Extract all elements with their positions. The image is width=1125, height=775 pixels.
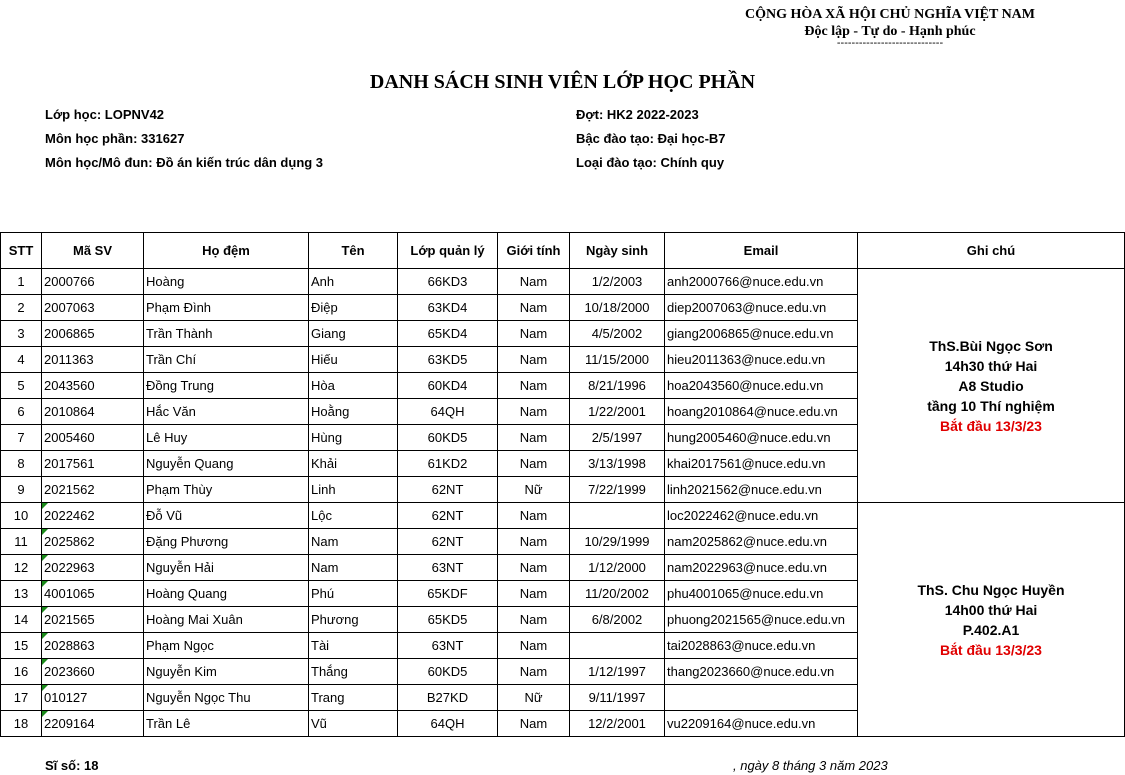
cell-ma-sv: 2209164	[42, 711, 144, 737]
cell-email: hung2005460@nuce.edu.vn	[665, 425, 858, 451]
cell-ngay-sinh: 10/29/1999	[570, 529, 665, 555]
cell-ngay-sinh: 1/12/1997	[570, 659, 665, 685]
note-start-date: Bắt đầu 13/3/23	[940, 641, 1042, 658]
cell-ho-dem: Hoàng Quang	[144, 581, 309, 607]
cell-lop-quan-ly: 61KD2	[398, 451, 498, 477]
cell-ngay-sinh: 8/21/1996	[570, 373, 665, 399]
cell-gioi-tinh: Nam	[498, 295, 570, 321]
cell-ten: Tài	[309, 633, 398, 659]
cell-gioi-tinh: Nữ	[498, 685, 570, 711]
cell-ho-dem: Trần Thành	[144, 321, 309, 347]
cell-gioi-tinh: Nam	[498, 269, 570, 295]
cell-email: phu4001065@nuce.edu.vn	[665, 581, 858, 607]
cell-email	[665, 685, 858, 711]
cell-lop-quan-ly: 62NT	[398, 477, 498, 503]
document-title: DANH SÁCH SINH VIÊN LỚP HỌC PHẦN	[369, 71, 756, 93]
note-line: A8 Studio	[958, 377, 1024, 394]
cell-email: thang2023660@nuce.edu.vn	[665, 659, 858, 685]
cell-ngay-sinh: 3/13/1998	[570, 451, 665, 477]
cell-ho-dem: Đồng Trung	[144, 373, 309, 399]
cell-lop-quan-ly: 63NT	[398, 555, 498, 581]
cell-ho-dem: Trần Chí	[144, 347, 309, 373]
cell-email: hoa2043560@nuce.edu.vn	[665, 373, 858, 399]
cell-email: nam2025862@nuce.edu.vn	[665, 529, 858, 555]
cell-ngay-sinh: 12/2/2001	[570, 711, 665, 737]
cell-ho-dem: Đỗ Vũ	[144, 503, 309, 529]
cell-stt: 2	[1, 295, 42, 321]
cell-lop-quan-ly: B27KD	[398, 685, 498, 711]
cell-ten: Điệp	[309, 295, 398, 321]
header-email: Email	[665, 233, 858, 269]
header-lop-quan-ly: Lớp quản lý	[398, 233, 498, 269]
table-header-row	[1, 233, 1125, 269]
cell-lop-quan-ly: 64QH	[398, 399, 498, 425]
header-ghi-chu: Ghi chú	[858, 233, 1125, 269]
cell-stt: 18	[1, 711, 42, 737]
cell-ten: Lộc	[309, 503, 398, 529]
info-bac-dao-tao: Bậc đào tạo: Đại học-B7	[576, 131, 726, 146]
cell-gioi-tinh: Nam	[498, 373, 570, 399]
header-ma-sv: Mã SV	[42, 233, 144, 269]
cell-email: giang2006865@nuce.edu.vn	[665, 321, 858, 347]
cell-gioi-tinh: Nam	[498, 581, 570, 607]
cell-stt: 6	[1, 399, 42, 425]
cell-email: nam2022963@nuce.edu.vn	[665, 555, 858, 581]
cell-ho-dem: Nguyễn Quang	[144, 451, 309, 477]
cell-stt: 10	[1, 503, 42, 529]
header-ho-dem: Họ đệm	[144, 233, 309, 269]
cell-ten: Hòa	[309, 373, 398, 399]
cell-ngay-sinh: 1/2/2003	[570, 269, 665, 295]
info-dot: Đợt: HK2 2022-2023	[576, 107, 699, 122]
cell-gioi-tinh: Nam	[498, 503, 570, 529]
signing-date: , ngày 8 tháng 3 năm 2023	[733, 758, 888, 773]
cell-ngay-sinh: 2/5/1997	[570, 425, 665, 451]
cell-ngay-sinh: 9/11/1997	[570, 685, 665, 711]
cell-lop-quan-ly: 64QH	[398, 711, 498, 737]
cell-gioi-tinh: Nam	[498, 529, 570, 555]
cell-ten: Hiếu	[309, 347, 398, 373]
cell-ten: Nam	[309, 529, 398, 555]
note-line: ThS.Bùi Ngọc Sơn	[929, 337, 1053, 354]
republic-heading: CỘNG HÒA XÃ HỘI CHỦ NGHĨA VIỆT NAM	[744, 7, 1035, 22]
cell-gioi-tinh: Nam	[498, 425, 570, 451]
cell-stt: 14	[1, 607, 42, 633]
cell-ma-sv: 010127	[42, 685, 144, 711]
cell-gioi-tinh: Nam	[498, 607, 570, 633]
cell-stt: 7	[1, 425, 42, 451]
cell-ten: Vũ	[309, 711, 398, 737]
cell-ngay-sinh	[570, 633, 665, 659]
cell-email: loc2022462@nuce.edu.vn	[665, 503, 858, 529]
cell-ten: Hoằng	[309, 399, 398, 425]
cell-ma-sv: 2000766	[42, 269, 144, 295]
cell-ma-sv: 2043560	[42, 373, 144, 399]
cell-stt: 8	[1, 451, 42, 477]
cell-lop-quan-ly: 63NT	[398, 633, 498, 659]
cell-ho-dem: Hoàng	[144, 269, 309, 295]
cell-ngay-sinh: 10/18/2000	[570, 295, 665, 321]
cell-lop-quan-ly: 62NT	[398, 529, 498, 555]
cell-stt: 12	[1, 555, 42, 581]
cell-lop-quan-ly: 60KD5	[398, 425, 498, 451]
table-row	[1, 503, 1125, 529]
cell-email: hieu2011363@nuce.edu.vn	[665, 347, 858, 373]
cell-ho-dem: Hoàng Mai Xuân	[144, 607, 309, 633]
cell-gioi-tinh: Nam	[498, 633, 570, 659]
cell-ma-sv: 2011363	[42, 347, 144, 373]
cell-ho-dem: Phạm Thùy	[144, 477, 309, 503]
cell-stt: 9	[1, 477, 42, 503]
cell-ngay-sinh: 1/22/2001	[570, 399, 665, 425]
cell-ho-dem: Nguyễn Hải	[144, 555, 309, 581]
cell-ma-sv: 2005460	[42, 425, 144, 451]
cell-ma-sv: 2028863	[42, 633, 144, 659]
cell-ten: Nam	[309, 555, 398, 581]
group-note-son	[858, 269, 1125, 503]
header-gioi-tinh: Giới tính	[498, 233, 570, 269]
cell-email: linh2021562@nuce.edu.vn	[665, 477, 858, 503]
cell-ten: Giang	[309, 321, 398, 347]
cell-gioi-tinh: Nữ	[498, 477, 570, 503]
cell-ngay-sinh: 11/20/2002	[570, 581, 665, 607]
cell-ngay-sinh: 4/5/2002	[570, 321, 665, 347]
cell-stt: 17	[1, 685, 42, 711]
info-lop-hoc: Lớp học: LOPNV42	[45, 107, 165, 122]
cell-stt: 1	[1, 269, 42, 295]
info-loai-dao-tao: Loại đào tạo: Chính quy	[576, 155, 725, 170]
cell-email: diep2007063@nuce.edu.vn	[665, 295, 858, 321]
cell-ho-dem: Phạm Ngọc	[144, 633, 309, 659]
cell-lop-quan-ly: 66KD3	[398, 269, 498, 295]
info-mon-hoc-mo-dun: Môn học/Mô đun: Đồ án kiến trúc dân dụng 3	[45, 155, 324, 170]
note-line: P.402.A1	[962, 621, 1020, 638]
cell-ho-dem: Phạm Đình	[144, 295, 309, 321]
cell-ten: Phương	[309, 607, 398, 633]
cell-ma-sv: 4001065	[42, 581, 144, 607]
note-line: tầng 10 Thí nghiệm	[927, 397, 1055, 414]
table-row	[1, 269, 1125, 295]
info-mon-hoc-phan: Môn học phần: 331627	[45, 131, 185, 146]
cell-ngay-sinh: 6/8/2002	[570, 607, 665, 633]
note-start-date: Bắt đầu 13/3/23	[940, 417, 1042, 434]
cell-gioi-tinh: Nam	[498, 555, 570, 581]
cell-email: khai2017561@nuce.edu.vn	[665, 451, 858, 477]
cell-stt: 5	[1, 373, 42, 399]
cell-lop-quan-ly: 63KD4	[398, 295, 498, 321]
cell-lop-quan-ly: 60KD5	[398, 659, 498, 685]
cell-ma-sv: 2010864	[42, 399, 144, 425]
cell-ho-dem: Lê Huy	[144, 425, 309, 451]
cell-ma-sv: 2021565	[42, 607, 144, 633]
group-note-huyen	[858, 503, 1125, 737]
cell-stt: 16	[1, 659, 42, 685]
header-stt: STT	[1, 233, 42, 269]
header-divider: -----------------------------	[836, 37, 944, 49]
cell-email: hoang2010864@nuce.edu.vn	[665, 399, 858, 425]
cell-ngay-sinh: 7/22/1999	[570, 477, 665, 503]
cell-ho-dem: Đặng Phương	[144, 529, 309, 555]
cell-gioi-tinh: Nam	[498, 451, 570, 477]
note-line: ThS. Chu Ngọc Huyền	[917, 581, 1065, 598]
cell-ten: Phú	[309, 581, 398, 607]
note-line: 14h00 thứ Hai	[944, 601, 1038, 618]
cell-email: phuong2021565@nuce.edu.vn	[665, 607, 858, 633]
cell-email: anh2000766@nuce.edu.vn	[665, 269, 858, 295]
cell-ma-sv: 2022462	[42, 503, 144, 529]
cell-ho-dem: Hắc Văn	[144, 399, 309, 425]
cell-stt: 11	[1, 529, 42, 555]
cell-ho-dem: Trần Lê	[144, 711, 309, 737]
cell-stt: 15	[1, 633, 42, 659]
note-line: 14h30 thứ Hai	[944, 357, 1038, 374]
cell-ma-sv: 2022963	[42, 555, 144, 581]
cell-gioi-tinh: Nam	[498, 347, 570, 373]
cell-lop-quan-ly: 65KD4	[398, 321, 498, 347]
cell-lop-quan-ly: 62NT	[398, 503, 498, 529]
cell-ngay-sinh	[570, 503, 665, 529]
cell-ma-sv: 2023660	[42, 659, 144, 685]
motto-heading: Độc lập - Tự do - Hạnh phúc	[804, 24, 976, 39]
class-size: Sĩ số: 18	[45, 758, 99, 773]
cell-email: tai2028863@nuce.edu.vn	[665, 633, 858, 659]
cell-lop-quan-ly: 60KD4	[398, 373, 498, 399]
cell-ma-sv: 2007063	[42, 295, 144, 321]
cell-gioi-tinh: Nam	[498, 659, 570, 685]
cell-ten: Thắng	[309, 659, 398, 685]
cell-gioi-tinh: Nam	[498, 321, 570, 347]
cell-ma-sv: 2017561	[42, 451, 144, 477]
cell-ho-dem: Nguyễn Ngọc Thu	[144, 685, 309, 711]
cell-ma-sv: 2006865	[42, 321, 144, 347]
header-ngay-sinh: Ngày sinh	[570, 233, 665, 269]
header-ten: Tên	[309, 233, 398, 269]
cell-ma-sv: 2025862	[42, 529, 144, 555]
cell-gioi-tinh: Nam	[498, 399, 570, 425]
student-table	[0, 232, 1125, 737]
cell-lop-quan-ly: 65KD5	[398, 607, 498, 633]
cell-email: vu2209164@nuce.edu.vn	[665, 711, 858, 737]
cell-ma-sv: 2021562	[42, 477, 144, 503]
cell-ngay-sinh: 1/12/2000	[570, 555, 665, 581]
cell-lop-quan-ly: 63KD5	[398, 347, 498, 373]
cell-ngay-sinh: 11/15/2000	[570, 347, 665, 373]
cell-ten: Anh	[309, 269, 398, 295]
cell-ten: Khải	[309, 451, 398, 477]
cell-ho-dem: Nguyễn Kim	[144, 659, 309, 685]
cell-lop-quan-ly: 65KDF	[398, 581, 498, 607]
cell-ten: Trang	[309, 685, 398, 711]
cell-ten: Hùng	[309, 425, 398, 451]
cell-stt: 13	[1, 581, 42, 607]
cell-ten: Linh	[309, 477, 398, 503]
cell-stt: 3	[1, 321, 42, 347]
cell-stt: 4	[1, 347, 42, 373]
cell-gioi-tinh: Nam	[498, 711, 570, 737]
